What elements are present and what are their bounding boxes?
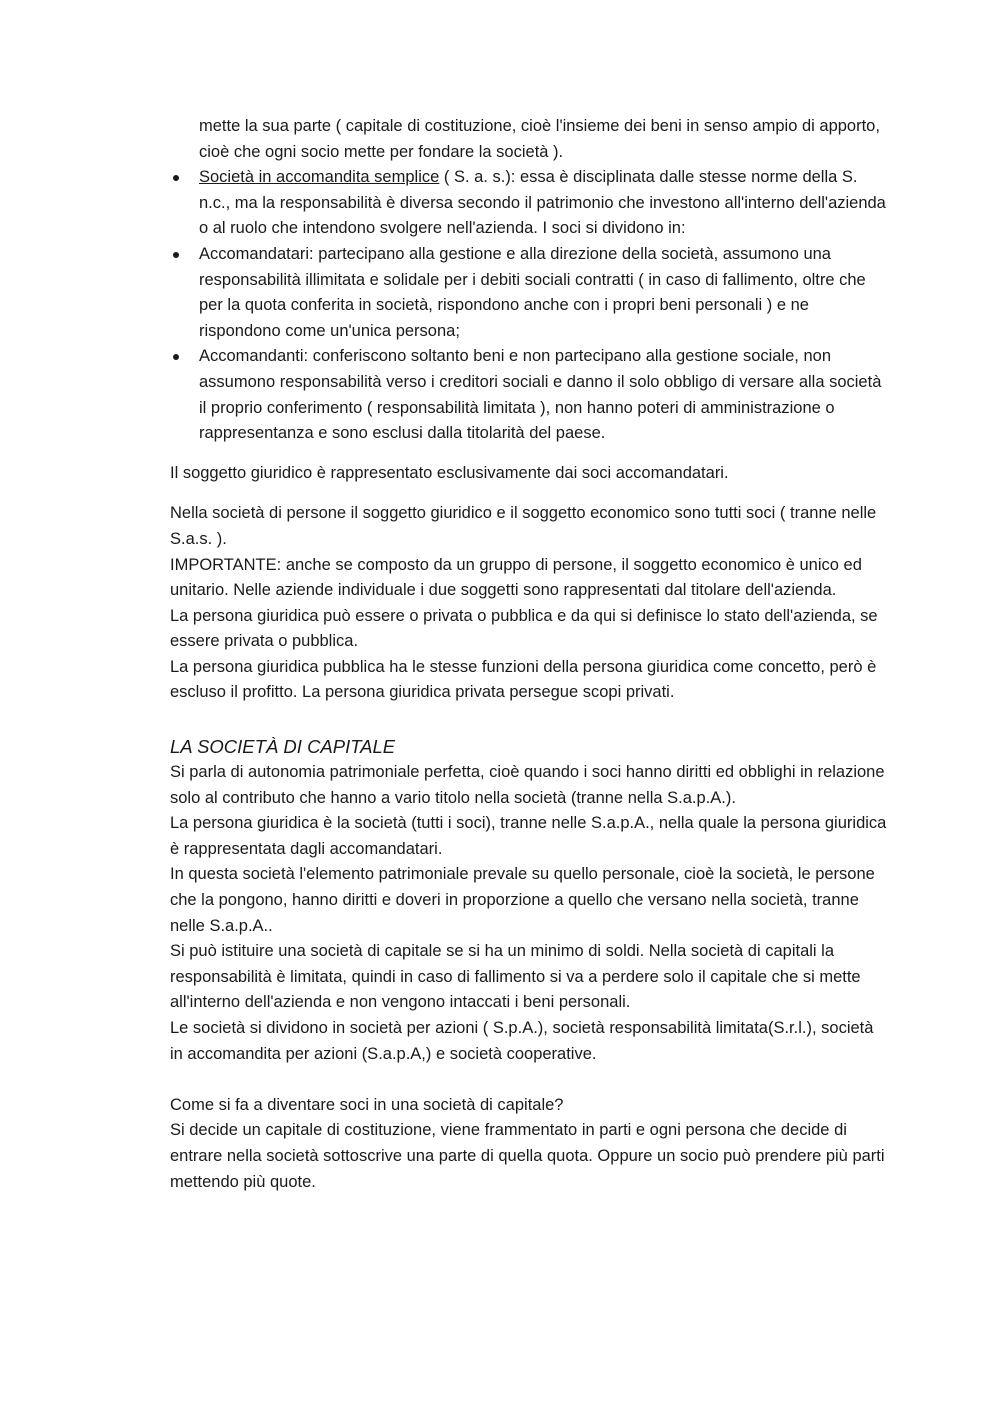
- bullet-item-sas: [170, 165, 890, 242]
- underlined-term: Società in accomandita semplice: [199, 168, 440, 187]
- bullet-text: Accomandanti: conferiscono soltanto beni e non partecipano alla gestione sociale, non assumono responsabilità verso i creditori sociali e danno il solo obbligo di versare alla società il proprio conferimento ( responsabilità limitata ), non hanno poteri di amministrazione o rappresentanza e sono esclusi dalla titolarità del paese.: [199, 347, 882, 443]
- text-line: La persona giuridica è la società (tutti i soci), tranne nelle S.a.p.A., nella quale la persona giuridica è rappresentata dagli accomandatari.: [170, 814, 887, 858]
- blank-line: [170, 1067, 890, 1093]
- bullet-icon: [173, 175, 179, 181]
- paragraph-diventare-soci: [170, 1093, 890, 1195]
- text-line: Nella società di persone il soggetto giuridico e il soggetto economico sono tutti soci ( tranne nelle S.a.s. ).: [170, 504, 877, 548]
- bullet-text: ( S. a. s.): essa è disciplinata dalle stesse norme della S. n.c., ma la responsabilità è diversa secondo il patrimonio che investono all'interno dell'azienda o al ruolo che intendono svolgere nell'azienda. I soci si dividono in:: [199, 168, 886, 238]
- text-line: Si decide un capitale di costituzione, viene frammentato in parti e ogni persona che decide di entrare nella società sottoscrive una parte di quella quota. Oppure un socio può prendere più parti mettendo più quote.: [170, 1121, 885, 1191]
- bullet-icon: [173, 252, 179, 258]
- text-line: Le società si dividono in società per azioni ( S.p.A.), società responsabilità limitata(S.r.l.), società in accomandita per azioni (S.a.p.A,) e società cooperative.: [170, 1019, 874, 1063]
- bullet-item-accomandatari: [170, 242, 890, 344]
- text-line: La persona giuridica pubblica ha le stesse funzioni della persona giuridica come concetto, però è escluso il profitto. La persona giuridica privata persegue scopi privati.: [170, 657, 877, 702]
- text-line: Si può istituire una società di capitale se si ha un minimo di soldi. Nella società di capitali la responsabilità è limitata, quindi in caso di fallimento si va a perdere solo il capitale che si mette all'interno dell'azienda e non vengono intaccati i beni personali.: [170, 942, 861, 1012]
- bullet-text: Accomandatari: partecipano alla gestione e alla direzione della società, assumono una responsabilità illimitata e solidale per i debiti sociali contratti ( in caso di fallimento, oltre che per la quota conferita in società, rispondono anche con i propri beni personali ) e ne rispondono come un'unica persona;: [199, 244, 866, 340]
- text-line: La persona giuridica può essere o privata o pubblica e da qui si definisce lo stato dell'azienda, se essere privata o pubblica.: [170, 606, 878, 651]
- paragraph-societa-capitale: [170, 760, 890, 1067]
- text-line: In questa società l'elemento patrimoniale prevale su quello personale, cioè la società, le persone che la pongono, hanno diritti e doveri in proporzione a quello che versano nella società, tranne nelle S.a.p.A..: [170, 865, 875, 935]
- continuation-paragraph: mette la sua parte ( capitale di costituzione, cioè l'insieme dei beni in senso ampio di apporto, cioè che ogni socio mette per fondare la società ).: [199, 117, 880, 161]
- document-body: [170, 114, 890, 1195]
- section-heading: LA SOCIETÀ DI CAPITALE: [170, 736, 396, 758]
- paragraph-societa-persone: [170, 501, 890, 706]
- text-line: IMPORTANTE: anche se composto da un gruppo di persone, il soggetto economico è unico ed unitario. Nelle aziende individuale i due soggetti sono rappresentati dal titolare dell'azienda.: [170, 555, 862, 600]
- paragraph-soggetto: Il soggetto giuridico è rappresentato esclusivamente dai soci accomandatari.: [170, 463, 729, 482]
- bullet-list: [170, 165, 890, 447]
- bullet-item-accomandanti: [170, 344, 890, 446]
- bullet-icon: [173, 354, 179, 360]
- text-line: Si parla di autonomia patrimoniale perfetta, cioè quando i soci hanno diritti ed obblighi in relazione solo al contributo che hanno a vario titolo nella società (tranne nella S.a.p.A.).: [170, 763, 885, 807]
- question-line: Come si fa a diventare soci in una società di capitale?: [170, 1095, 564, 1114]
